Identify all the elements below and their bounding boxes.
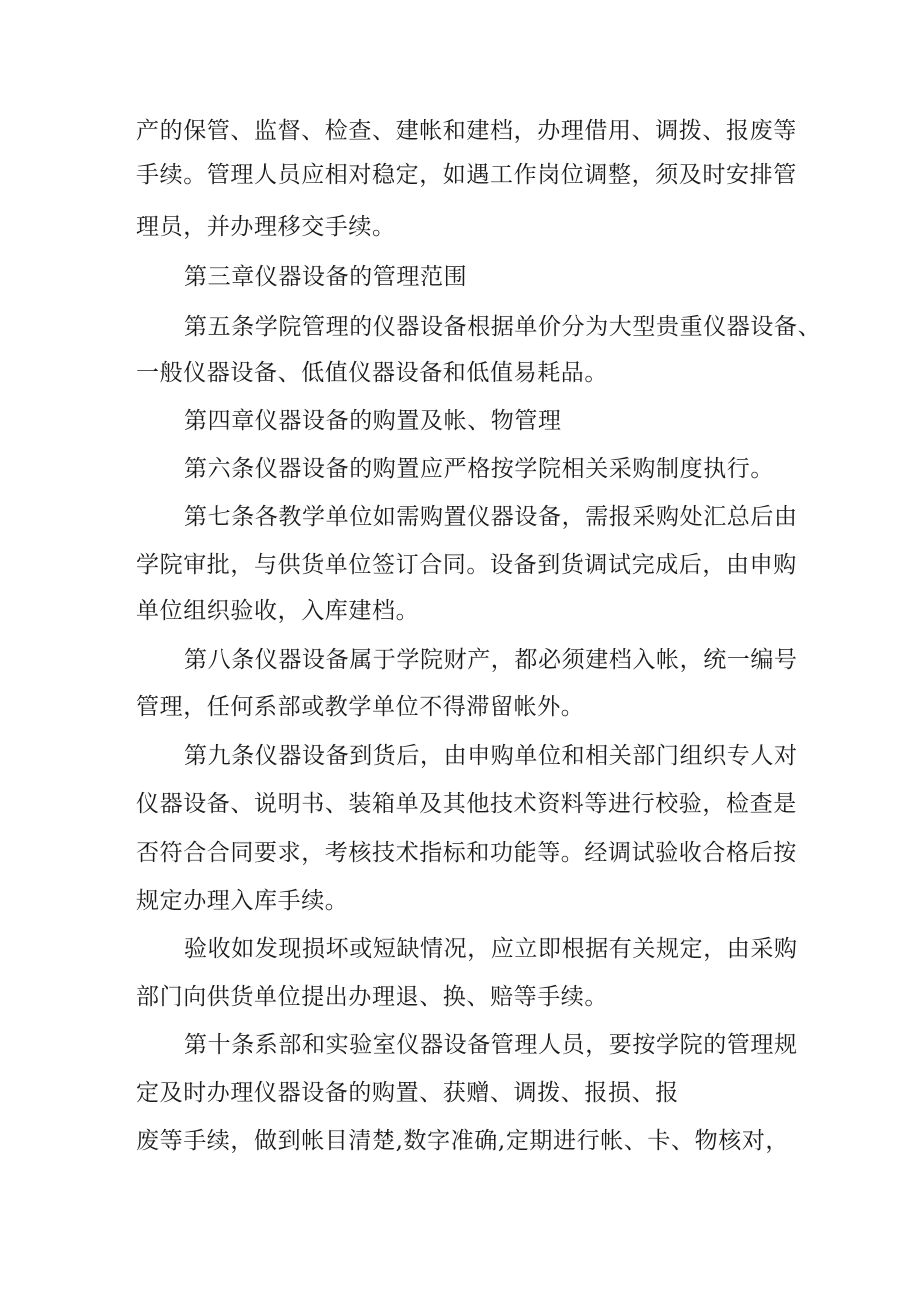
text-line: 第七条各教学单位如需购置仪器设备，需报采购处汇总后由 [184, 504, 798, 530]
text-line: 规定办理入库手续。 [136, 888, 349, 914]
text-line: 一般仪器设备、低值仪器设备和低值易耗品。 [136, 360, 608, 386]
text-line: 第五条学院管理的仪器设备根据单价分为大型贵重仪器设备、 [184, 314, 822, 340]
text-line: 第六条仪器设备的购置应严格按学院相关采购制度执行。 [184, 456, 774, 482]
text-line: 仪器设备、说明书、装箱单及其他技术资料等进行校验，检查是 [136, 791, 797, 817]
text-line: 产的保管、监督、检查、建帐和建档，办理借用、调拨、报废等 [136, 118, 797, 144]
text-line: 学院审批，与供货单位签订合同。设备到货调试完成后，由申购 [136, 552, 797, 578]
text-line: 废等手续，做到帐目清楚,数字准确,定期进行帐、卡、物核对， [136, 1128, 790, 1154]
text-line: 部门向供货单位提出办理退、换、赔等手续。 [136, 984, 608, 1010]
text-line: 管理，任何系部或教学单位不得滞留帐外。 [136, 694, 585, 720]
text-line: 第八条仪器设备属于学院财产，都必须建档入帐，统一编号 [184, 647, 798, 673]
text-line: 单位组织验收，入库建档。 [136, 598, 420, 624]
chapter-heading: 第四章仪器设备的购置及帐、物管理 [184, 408, 562, 434]
text-line: 第十条系部和实验室仪器设备管理人员，要按学院的管理规 [184, 1032, 798, 1058]
text-line: 理员，并办理移交手续。 [136, 214, 396, 240]
chapter-heading: 第三章仪器设备的管理范围 [184, 264, 468, 290]
text-line: 第九条仪器设备到货后，由申购单位和相关部门组织专人对 [184, 743, 798, 769]
text-line: 定及时办理仪器设备的购置、获赠、调拨、报损、报 [136, 1080, 679, 1106]
text-line: 否符合合同要求，考核技术指标和功能等。经调试验收合格后按 [136, 840, 797, 866]
text-line: 手续。管理人员应相对稳定，如遇工作岗位调整，须及时安排管 [136, 162, 797, 188]
text-line: 验收如发现损坏或短缺情况，应立即根据有关规定，由采购 [184, 936, 798, 962]
